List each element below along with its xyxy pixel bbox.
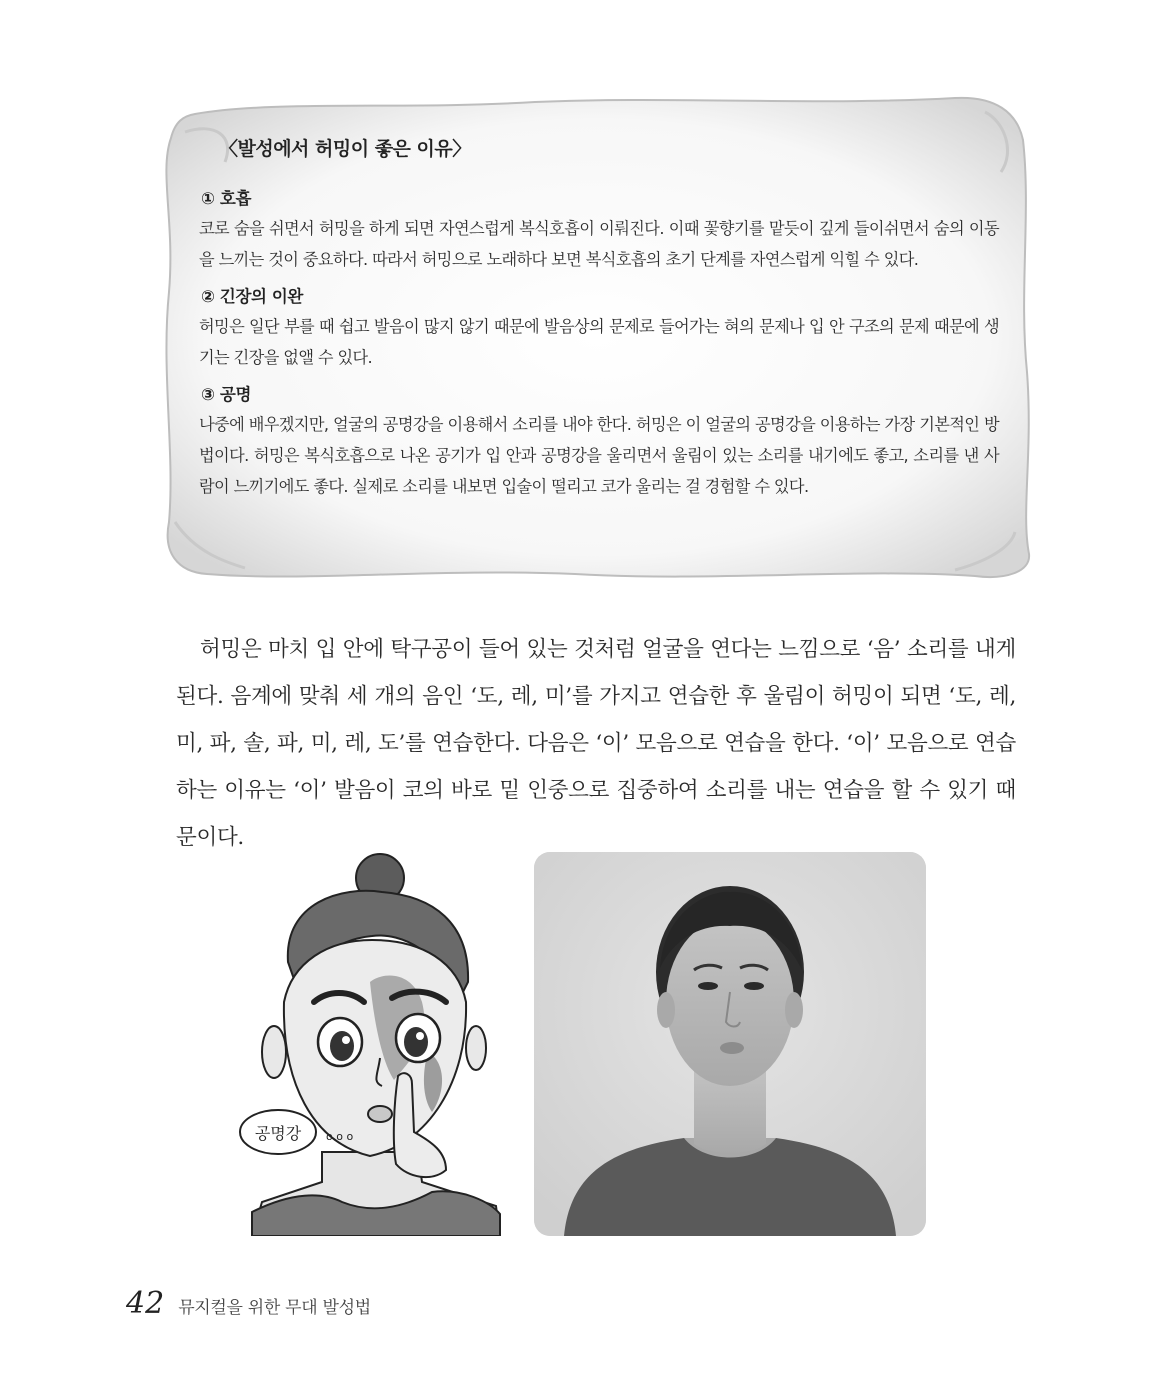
section-heading-breathing: ① 호흡 [201,189,251,208]
humming-photo [534,852,926,1236]
main-paragraph: 허밍은 마치 입 안에 탁구공이 들어 있는 것처럼 얼굴을 연다는 느낌으로 ‘음’ 소리를 내게 된다. 음계에 맞춰 세 개의 음인 ‘도, 레, 미’를 가지고 연습한 후 울림이 허밍이 되면 ‘도, 레, 미, 파, 솔, 파, 미, 레, 도’를 연습한다. 다음은 ‘이’ 모음으로 연습을 한다. ‘이’ 모음으로 연습하는 이유는 ‘이’ 발음이 코의 바로 밑 인중으로 집중하여 소리를 내는 연습을 할 수 있기 때문이다. [176,636,1016,850]
book-title: 뮤지컬을 위한 무대 발성법 [178,1298,371,1318]
page-number: 42 [126,1286,165,1321]
bubble-trail: o o o [326,1130,354,1143]
page-footer [126,1286,371,1321]
section-heading-relaxation: ② 긴장의 이완 [201,287,303,306]
humming-illustration [232,852,504,1236]
info-box [155,92,1035,584]
section-heading-resonance: ③ 공명 [201,385,251,404]
section-body-relaxation: 허밍은 일단 부를 때 쉽고 발음이 많지 않기 때문에 발음상의 문제로 들어가는 혀의 문제나 입 안 구조의 문제 때문에 생기는 긴장을 없앨 수 있다. [199,317,999,367]
box-title: 〈발성에서 허밍이 좋은 이유〉 [219,138,471,160]
bubble-text: 공명강 [254,1124,302,1143]
section-body-breathing: 코로 숨을 쉬면서 허밍을 하게 되면 자연스럽게 복식호흡이 이뤄진다. 이때 꽃향기를 맡듯이 깊게 들이쉬면서 숨의 이동을 느끼는 것이 중요하다. 따라서 허밍으로 노래하다 보면 복식호흡의 초기 단계를 자연스럽게 익힐 수 있다. [199,219,999,269]
info-box-content [199,134,999,510]
photo-portrait [534,852,926,1236]
section-body-resonance: 나중에 배우겠지만, 얼굴의 공명강을 이용해서 소리를 내야 한다. 허밍은 이 얼굴의 공명강을 이용하는 가장 기본적인 방법이다. 허밍은 복식호흡으로 나온 공기가 입 안과 공명강을 울리면서 울림이 있는 소리를 내기에도 좋고, 소리를 낸 사람이 느끼기에도 좋다. 실제로 소리를 내보면 입술이 떨리고 코가 울리는 걸 경험할 수 있다. [199,415,999,496]
